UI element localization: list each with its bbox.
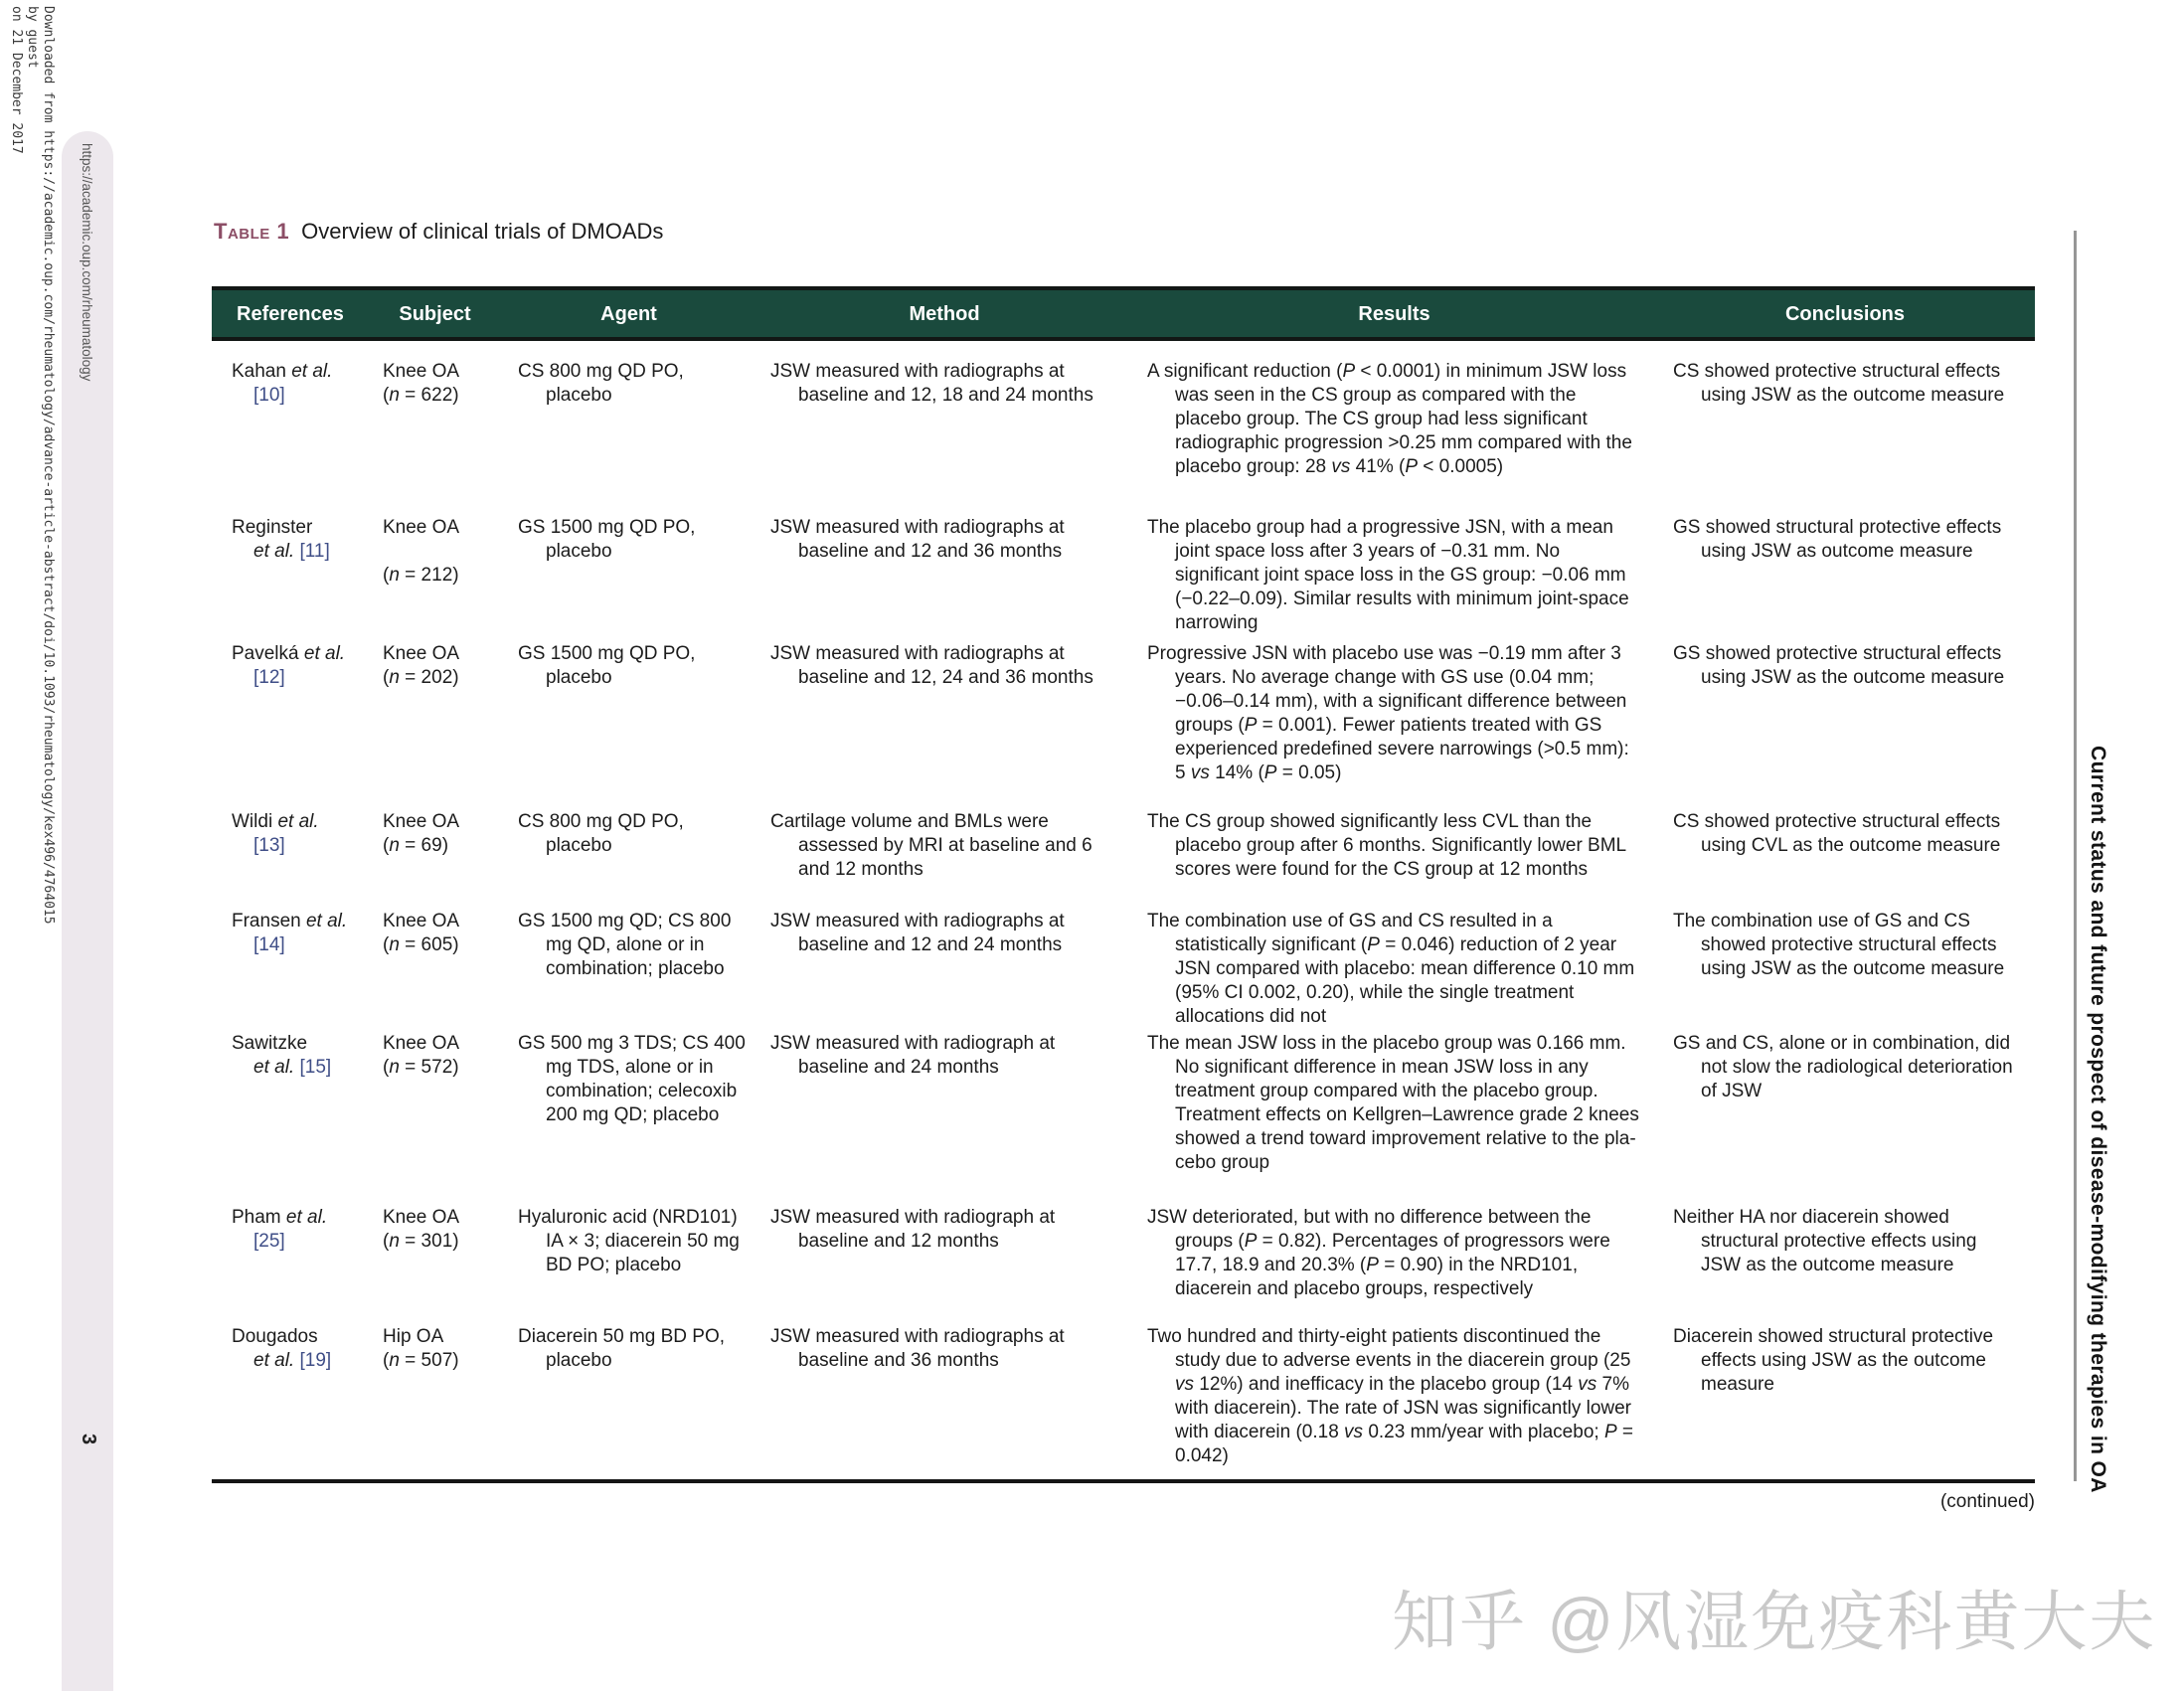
conclusions-cell: GS showed protective structural effects using JSW as the outcome measure (1673, 643, 2005, 688)
subject-line: Knee OA (383, 517, 460, 538)
reference-line (232, 933, 362, 957)
clinical-trials-table (212, 286, 2035, 1483)
agent-cell: CS 800 mg QD PO, placebo (518, 811, 684, 856)
zhihu-watermark: 知乎 @风湿免疫科黄大夫 (1392, 1585, 2157, 1658)
results-cell: The mean JSW loss in the placebo group was 0.166 mm. No significant difference in mean JSW loss in any treatment group compared with the placebo group. Treatment effects on Kellgren–Lawrence grade 2 knees showed a trend toward improvement relative to the placebo group (1147, 1033, 1639, 1173)
results-cell: Progressive JSN with placebo use was −0.19 mm after 3 years. No average change with GS use (0.04 mm; −0.06–0.14 mm), with a significant difference between groups (P = 0.001). Fewer patients treated with GS experienced predefined severe narrowings (>0.5 mm): 5 vs 14% (P = 0.05) (1147, 643, 1629, 783)
subject-cell (368, 1032, 502, 1080)
results-cell: The placebo group had a progressive JSN, with a mean joint space loss after 3 years of −0.31 mm. No significant joint space loss in the GS group: −0.06 mm (−0.22–0.09). Similar results with minimum joint-space narrowing (1147, 517, 1629, 633)
conclusions-cell: The combination use of GS and CS showed protective structural effects using JSW as the outcome measure (1673, 911, 2005, 979)
reference-line: Kahan et al. (232, 361, 333, 382)
download-note-line: on 21 December 2017 (9, 6, 24, 154)
reference-line: et al. [11] (253, 541, 330, 562)
subject-cell (368, 516, 502, 588)
citation-link[interactable]: [13] (253, 835, 285, 856)
agent-cell: Hyaluronic acid (NRD101) IA × 3; diacerein 50 mg BD PO; placebo (518, 1207, 740, 1275)
running-title: Current status and future prospect of disease-modifying therapies in OA (2087, 746, 2109, 1493)
table-row (212, 910, 2035, 1032)
table-body (212, 341, 2035, 1479)
citation-link[interactable]: [25] (253, 1231, 285, 1252)
sidebar-bar (62, 131, 113, 1691)
reference-line (232, 1230, 362, 1254)
citation-link[interactable]: [14] (253, 934, 285, 955)
table-row (212, 360, 2035, 516)
column-header-references: References (237, 302, 344, 325)
table-row (212, 1325, 2035, 1479)
reference-line (232, 384, 362, 408)
agent-cell: GS 1500 mg QD PO, placebo (518, 517, 696, 562)
subject-cell (368, 642, 502, 690)
journal-url-link[interactable]: https://academic.oup.com/rheumatology (80, 143, 94, 382)
subject-cell (368, 360, 502, 408)
subject-line: (n = 212) (383, 565, 459, 586)
reference-line: Pham et al. (232, 1207, 328, 1228)
download-note-line: by guest (25, 6, 40, 69)
subject-line: (n = 605) (383, 934, 459, 955)
citation-link[interactable]: [12] (253, 667, 285, 688)
reference-line: et al. [19] (253, 1350, 332, 1371)
results-cell: JSW deteriorated, but with no difference between the groups (P = 0.82). Percentages of progressors were 17.7, 18.9 and 20.3% (P = 0.90) in the NRD101, diacerein and placebo groups, respectively (1147, 1207, 1610, 1299)
table-caption (214, 219, 663, 245)
citation-link[interactable]: [10] (253, 385, 285, 406)
subject-line: Knee OA (383, 911, 460, 931)
citation-link[interactable]: [19] (299, 1350, 332, 1371)
subject-line: (n = 572) (383, 1057, 459, 1078)
column-header-results: Results (1358, 302, 1430, 325)
conclusions-cell: GS and CS, alone or in combination, did not slow the radiological deterioration of JSW (1673, 1033, 2013, 1101)
references-cell (212, 810, 368, 858)
agent-cell: Diacerein 50 mg BD PO, placebo (518, 1326, 726, 1371)
reference-line: Dougados (232, 1326, 318, 1347)
subject-line: Knee OA (383, 811, 460, 832)
conclusions-cell: Neither HA nor diacerein showed structural protective effects using JSW as the outcome measure (1673, 1207, 1977, 1275)
reference-line: Pavelká et al. (232, 643, 346, 664)
table-caption-text: Overview of clinical trials of DMOADs (301, 219, 664, 244)
subject-line (383, 540, 498, 564)
method-cell: JSW measured with radiograph at baseline and 24 months (770, 1033, 1056, 1078)
references-cell (212, 516, 368, 564)
table-header-row (212, 286, 2035, 341)
subject-line: (n = 622) (383, 385, 459, 406)
references-cell (212, 642, 368, 690)
column-header-agent: Agent (600, 302, 657, 325)
reference-line: Reginster (232, 517, 313, 538)
column-header-subject: Subject (399, 302, 471, 325)
column-header-conclusions: Conclusions (1784, 302, 1905, 325)
references-cell (212, 910, 368, 957)
reference-line: Sawitzke (232, 1033, 308, 1054)
references-cell (212, 1032, 368, 1080)
agent-cell: GS 1500 mg QD; CS 800 mg QD, alone or in combination; placebo (518, 911, 732, 979)
subject-cell (368, 910, 502, 957)
subject-line: (n = 69) (383, 835, 449, 856)
method-cell: Cartilage volume and BMLs were assessed by MRI at baseline and 6 and 12 months (770, 811, 1092, 880)
table-row (212, 1032, 2035, 1206)
subject-line: Knee OA (383, 1207, 460, 1228)
method-cell: JSW measured with radiographs at baseline and 12, 18 and 24 months (770, 361, 1093, 406)
margin-divider (2074, 231, 2077, 1481)
conclusions-cell: Diacerein showed structural protective effects using JSW as the outcome measure (1673, 1326, 1994, 1395)
agent-cell: GS 500 mg 3 TDS; CS 400 mg TDS, alone or in combination; celecoxib 200 mg QD; placebo (518, 1033, 746, 1125)
page-number: 3 (78, 1434, 99, 1445)
continued-note: (continued) (1939, 1491, 2035, 1512)
references-cell (212, 360, 368, 408)
reference-line: Wildi et al. (232, 811, 319, 832)
table-caption-label: Table 1 (214, 219, 290, 244)
download-note (8, 6, 56, 1060)
table-row (212, 642, 2035, 810)
citation-link[interactable]: [11] (299, 541, 330, 562)
reference-line: et al. [15] (253, 1057, 332, 1078)
method-cell: JSW measured with radiographs at baseline and 12 and 24 months (770, 911, 1065, 955)
download-note-line: Downloaded from https://academic.oup.com/rheumatology/advance-article-abstract/doi/10.1093/rheumatology/kex496/4764015 (41, 6, 56, 925)
results-cell: A significant reduction (P < 0.0001) in minimum JSW loss was seen in the CS group as compared with the placebo group. The CS group had less significant radiographic progression >0.25 mm compared with the placebo group: 28 vs 41% (P < 0.0005) (1147, 361, 1632, 477)
subject-line: Knee OA (383, 361, 460, 382)
table-row (212, 516, 2035, 642)
table-row (212, 1206, 2035, 1325)
results-cell: The CS group showed significantly less CVL than the placebo group after 6 months. Significantly lower BML scores were found for the CS group at 12 months (1147, 811, 1626, 880)
conclusions-cell: GS showed structural protective effects using JSW as outcome measure (1673, 517, 2002, 562)
method-cell: JSW measured with radiographs at baseline and 12 and 36 months (770, 517, 1065, 562)
subject-line: (n = 202) (383, 667, 459, 688)
references-cell (212, 1325, 368, 1373)
results-cell: Two hundred and thirty-eight patients discontinued the study due to adverse events in the diacerein group (25 vs 12%) and inefficacy in the placebo group (14 vs 7% with diacerein). The rate of JSN was significantly lower with diacerein (0.18 vs 0.23 mm/year with placebo; P = 0.042) (1147, 1326, 1633, 1466)
table-row (212, 810, 2035, 910)
subject-cell (368, 1325, 502, 1373)
references-cell (212, 1206, 368, 1254)
agent-cell: GS 1500 mg QD PO, placebo (518, 643, 696, 688)
reference-line: Fransen et al. (232, 911, 348, 931)
reference-line (232, 834, 362, 858)
subject-cell (368, 1206, 502, 1254)
agent-cell: CS 800 mg QD PO, placebo (518, 361, 684, 406)
conclusions-cell: CS showed protective structural effects using JSW as the outcome measure (1673, 361, 2005, 406)
subject-line: Knee OA (383, 643, 460, 664)
reference-line (232, 666, 362, 690)
subject-line: (n = 507) (383, 1350, 459, 1371)
subject-cell (368, 810, 502, 858)
conclusions-cell: CS showed protective structural effects using CVL as the outcome measure (1673, 811, 2001, 856)
method-cell: JSW measured with radiograph at baseline and 12 months (770, 1207, 1056, 1252)
column-header-method: Method (909, 302, 980, 325)
subject-line: (n = 301) (383, 1231, 459, 1252)
method-cell: JSW measured with radiographs at baseline and 36 months (770, 1326, 1065, 1371)
subject-line: Knee OA (383, 1033, 460, 1054)
subject-line: Hip OA (383, 1326, 444, 1347)
citation-link[interactable]: [15] (299, 1057, 332, 1078)
method-cell: JSW measured with radiographs at baseline and 12, 24 and 36 months (770, 643, 1093, 688)
results-cell: The combination use of GS and CS resulted in a statistically significant (P = 0.046) reduction of 2 year JSN compared with placebo: mean difference 0.10 mm (95% CI 0.002, 0.20), while the single treatment allocations did not (1147, 911, 1635, 1027)
